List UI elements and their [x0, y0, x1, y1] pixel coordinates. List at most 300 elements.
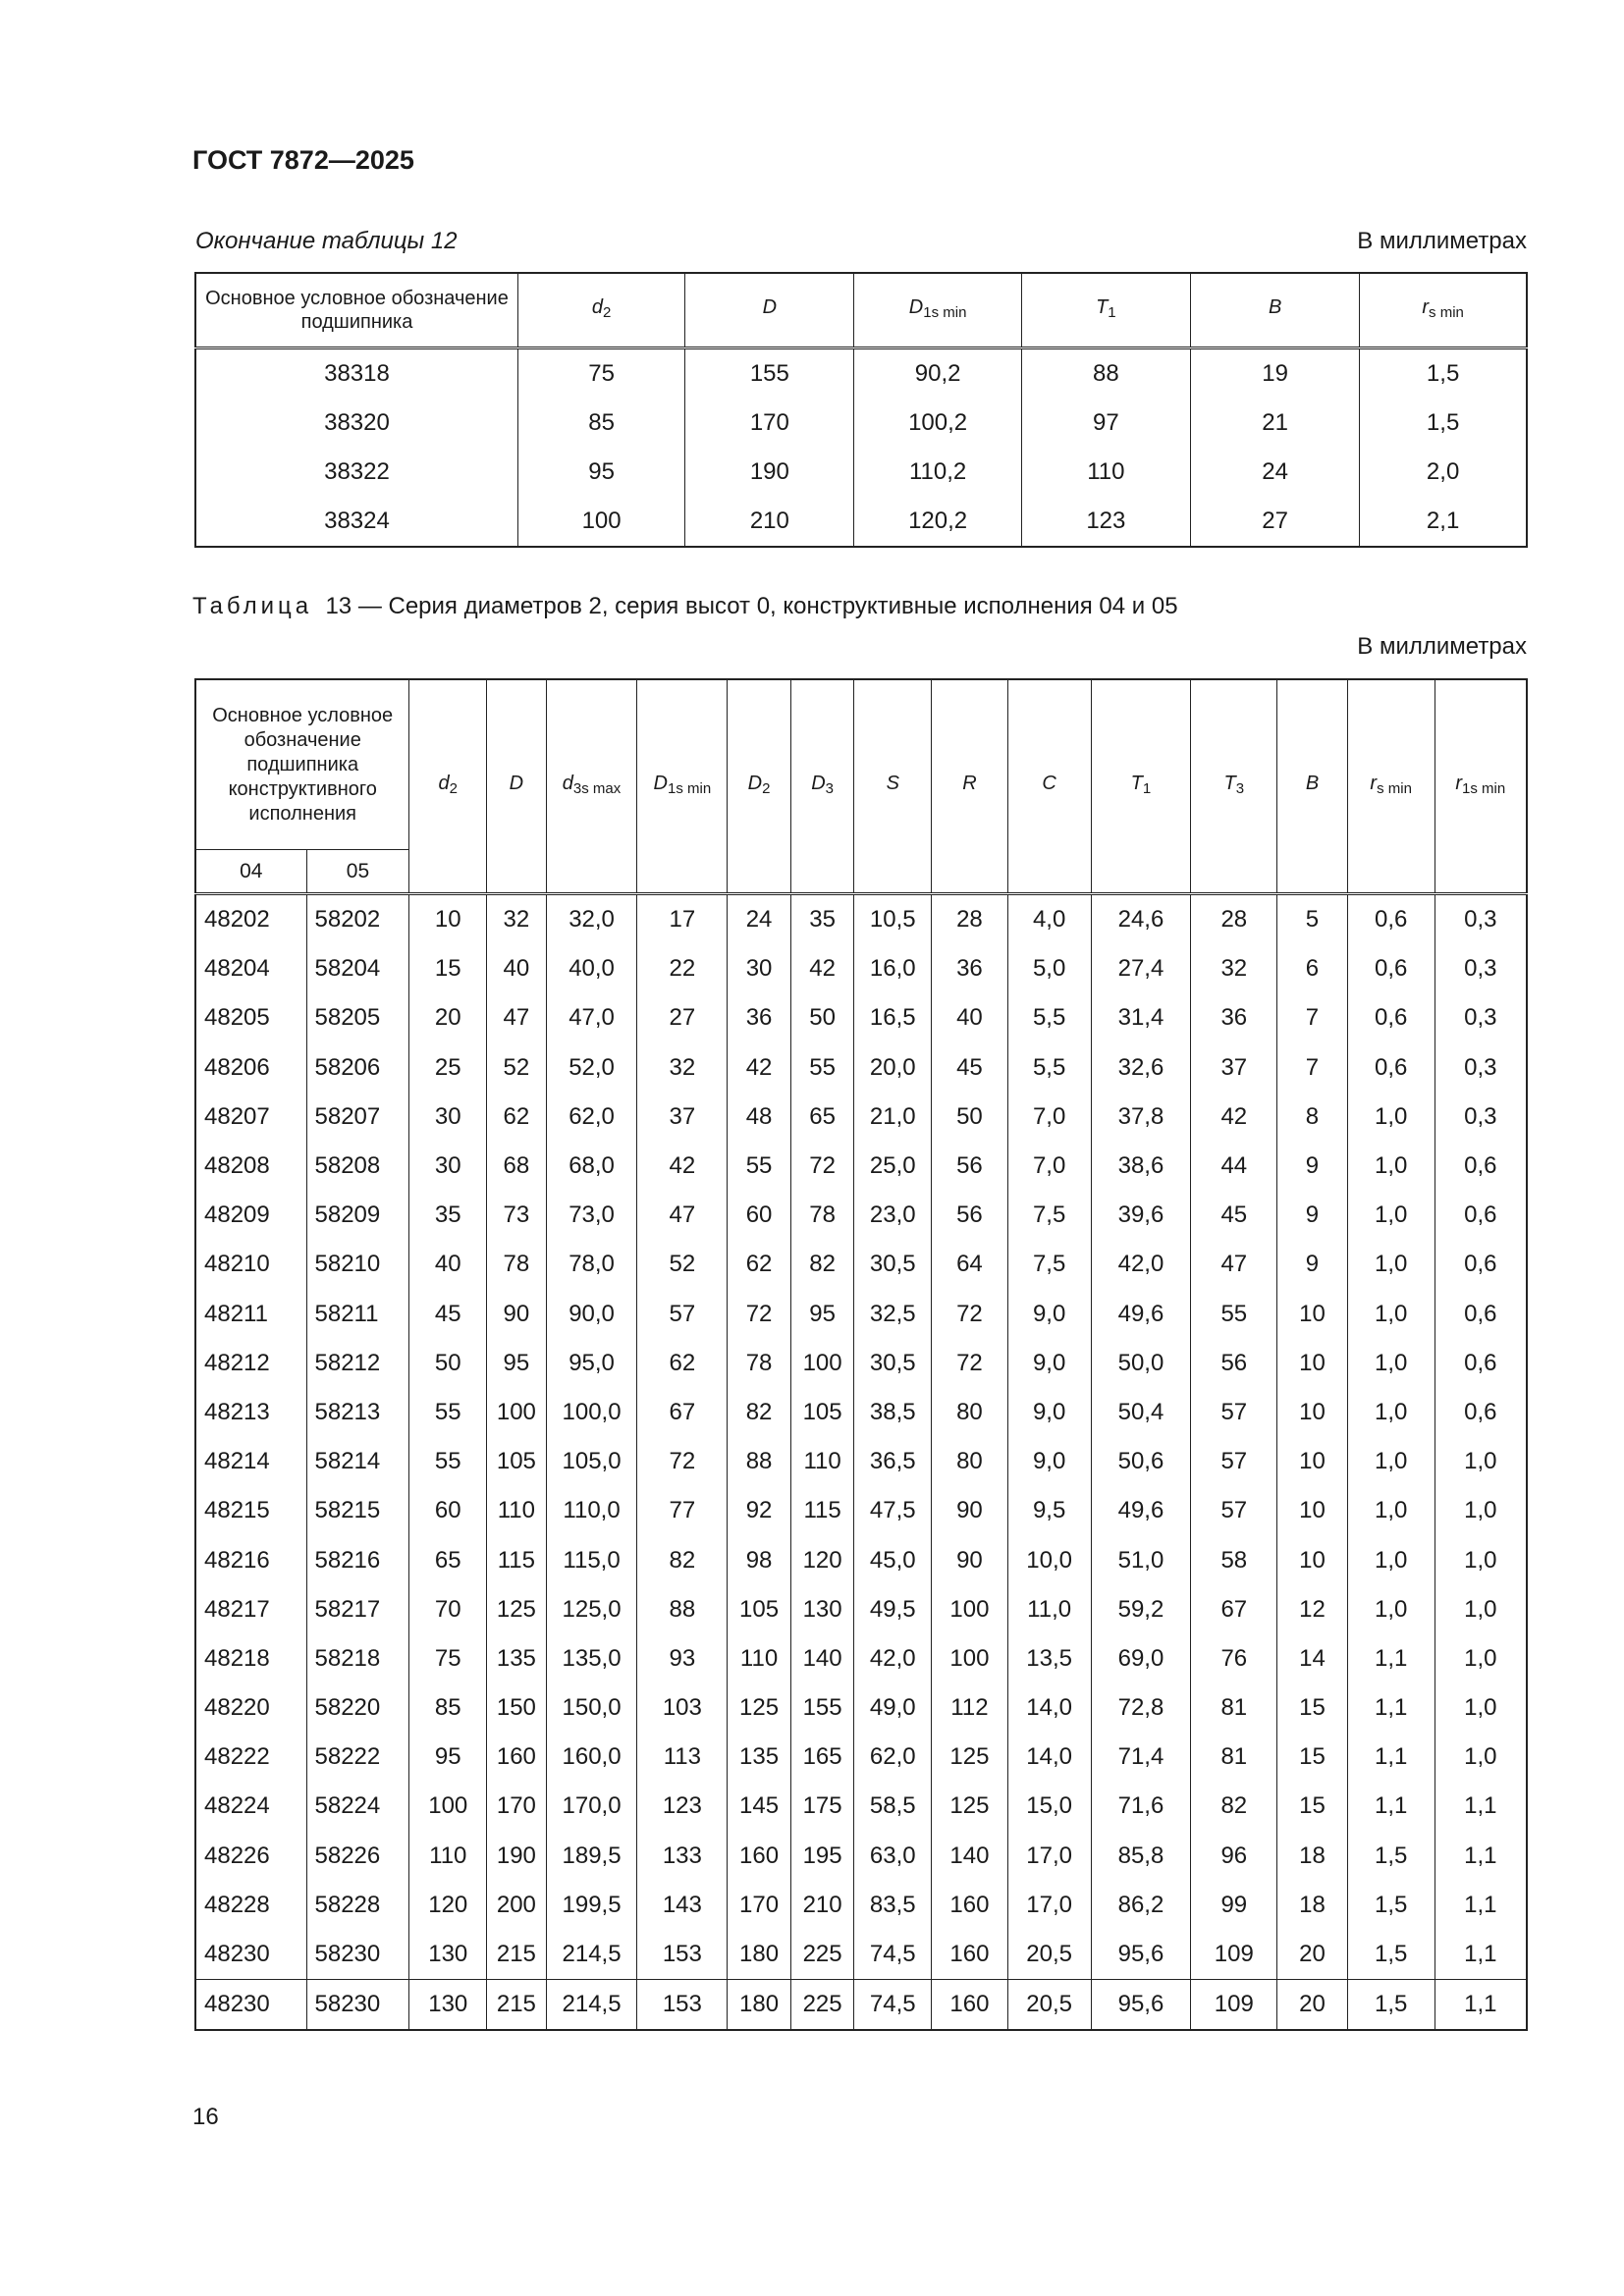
table-cell: 160,0 — [546, 1733, 637, 1782]
table-cell: 1,5 — [1347, 1980, 1435, 2031]
table13-header-subscript: 1s min — [667, 780, 712, 797]
table-cell: 0,3 — [1435, 1093, 1527, 1142]
table-cell: 7,0 — [1007, 1093, 1091, 1142]
table13-header-symbol: d — [438, 773, 450, 794]
table-cell: 105 — [790, 1388, 854, 1437]
table-cell: 20,5 — [1007, 1930, 1091, 1980]
table-12 — [194, 272, 1528, 548]
table-cell: 9 — [1277, 1142, 1348, 1191]
table-cell: 210 — [685, 497, 854, 547]
table-cell: 68 — [487, 1142, 547, 1191]
table13-header-subscript: 3s max — [572, 780, 622, 797]
table-cell: 40 — [409, 1240, 487, 1289]
table-cell: 48215 — [195, 1486, 306, 1535]
table-cell: 57 — [1191, 1437, 1277, 1486]
table-cell: 1,5 — [1360, 399, 1527, 448]
table-cell: 48224 — [195, 1782, 306, 1831]
table-cell: 48210 — [195, 1240, 306, 1289]
table-cell: 92 — [728, 1486, 791, 1535]
table-cell: 60 — [728, 1191, 791, 1240]
table-cell: 58224 — [306, 1782, 409, 1831]
table-cell: 17,0 — [1007, 1832, 1091, 1881]
table-cell: 75 — [409, 1634, 487, 1683]
table13-header-13 — [1435, 679, 1527, 894]
table-cell: 0,6 — [1347, 993, 1435, 1042]
table-cell: 2,0 — [1360, 448, 1527, 497]
table-cell: 90 — [932, 1535, 1008, 1584]
table-cell: 9,0 — [1007, 1388, 1091, 1437]
table-cell: 48207 — [195, 1093, 306, 1142]
table-cell: 74,5 — [854, 1980, 932, 2031]
table-cell: 88 — [728, 1437, 791, 1486]
table-cell: 195 — [790, 1832, 854, 1881]
table-cell: 113 — [637, 1733, 728, 1782]
table-cell: 133 — [637, 1832, 728, 1881]
table-cell: 37 — [1191, 1043, 1277, 1093]
table-cell: 62,0 — [854, 1733, 932, 1782]
table13-body — [195, 894, 1527, 2031]
table-row — [195, 399, 1527, 448]
table-cell: 110 — [728, 1634, 791, 1683]
table-cell: 170,0 — [546, 1782, 637, 1831]
table-cell: 25,0 — [854, 1142, 932, 1191]
table-cell: 48218 — [195, 1634, 306, 1683]
table-cell: 21,0 — [854, 1093, 932, 1142]
table-cell: 109 — [1191, 1930, 1277, 1980]
table13-header-symbol: T — [1223, 773, 1236, 794]
table-cell: 14,0 — [1007, 1683, 1091, 1733]
table-cell: 56 — [1191, 1339, 1277, 1388]
table-cell: 110 — [487, 1486, 547, 1535]
table-cell: 69,0 — [1091, 1634, 1191, 1683]
table-cell: 56 — [932, 1191, 1008, 1240]
table-cell: 1,0 — [1347, 1339, 1435, 1388]
table-cell: 47,0 — [546, 993, 637, 1042]
table-cell: 1,0 — [1347, 1437, 1435, 1486]
table-cell: 120,2 — [854, 497, 1021, 547]
table-cell: 30,5 — [854, 1240, 932, 1289]
table13-units: В миллиметрах — [1357, 633, 1527, 660]
table-cell: 25 — [409, 1043, 487, 1093]
table-cell: 112 — [932, 1683, 1008, 1733]
table-cell: 32,6 — [1091, 1043, 1191, 1093]
table-cell: 1,1 — [1347, 1733, 1435, 1782]
table-cell: 125 — [932, 1733, 1008, 1782]
table-cell: 18 — [1277, 1832, 1348, 1881]
table-cell: 48214 — [195, 1437, 306, 1486]
table-cell: 45 — [409, 1290, 487, 1339]
table-cell: 71,4 — [1091, 1733, 1191, 1782]
table12-header-6 — [1360, 273, 1527, 348]
table-cell: 130 — [790, 1585, 854, 1634]
table-cell: 58230 — [306, 1930, 409, 1980]
table-cell: 48217 — [195, 1585, 306, 1634]
table-cell: 1,5 — [1360, 348, 1527, 400]
table-cell: 0,6 — [1435, 1191, 1527, 1240]
table-cell: 68,0 — [546, 1142, 637, 1191]
table-cell: 125 — [728, 1683, 791, 1733]
table-cell: 1,1 — [1347, 1634, 1435, 1683]
table-cell: 48206 — [195, 1043, 306, 1093]
table-cell: 0,6 — [1435, 1388, 1527, 1437]
table13-header-subscript: 3 — [825, 780, 834, 797]
table-cell: 20,0 — [854, 1043, 932, 1093]
table-cell: 160 — [487, 1733, 547, 1782]
table-cell: 10,0 — [1007, 1535, 1091, 1584]
table-cell: 110 — [790, 1437, 854, 1486]
table-cell: 96 — [1191, 1832, 1277, 1881]
table13-header-symbol: D — [747, 773, 763, 794]
table-cell: 48213 — [195, 1388, 306, 1437]
table-cell: 100 — [790, 1339, 854, 1388]
table-cell: 1,5 — [1347, 1832, 1435, 1881]
table-cell: 45 — [1191, 1191, 1277, 1240]
table-cell: 49,6 — [1091, 1290, 1191, 1339]
table13-header-symbol: r — [1455, 773, 1463, 794]
table-cell: 155 — [685, 348, 854, 400]
table-cell: 39,6 — [1091, 1191, 1191, 1240]
table-cell: 9 — [1277, 1191, 1348, 1240]
table13-header-subscript: 1s min — [1462, 780, 1506, 797]
table-cell: 48212 — [195, 1339, 306, 1388]
table13-header-9 — [1091, 679, 1191, 894]
table-cell: 51,0 — [1091, 1535, 1191, 1584]
table-row — [195, 1339, 1527, 1388]
table13-header-0 — [409, 679, 487, 894]
table-cell: 109 — [1191, 1980, 1277, 2031]
table13-subheader-05: 05 — [306, 850, 409, 894]
table-cell: 153 — [637, 1980, 728, 2031]
table-cell: 70 — [409, 1585, 487, 1634]
table-cell: 0,6 — [1435, 1339, 1527, 1388]
table-cell: 21 — [1190, 399, 1359, 448]
table-cell: 48209 — [195, 1191, 306, 1240]
table-cell: 42,0 — [1091, 1240, 1191, 1289]
table-cell: 150,0 — [546, 1683, 637, 1733]
table-cell: 64 — [932, 1240, 1008, 1289]
table13-group-header: Основное условное обозначение подшипника конструктивного исполнения — [195, 679, 409, 850]
table-cell: 31,4 — [1091, 993, 1191, 1042]
table-cell: 58211 — [306, 1290, 409, 1339]
table-cell: 74,5 — [854, 1930, 932, 1980]
table-cell: 49,0 — [854, 1683, 932, 1733]
table-cell: 4,0 — [1007, 894, 1091, 945]
table-cell: 38320 — [195, 399, 517, 448]
table-cell: 48205 — [195, 993, 306, 1042]
table-cell: 49,6 — [1091, 1486, 1191, 1535]
table-cell: 40 — [487, 944, 547, 993]
table-cell: 95 — [790, 1290, 854, 1339]
table-cell: 9,0 — [1007, 1339, 1091, 1388]
table12-body — [195, 348, 1527, 548]
table-cell: 105 — [487, 1437, 547, 1486]
table-cell: 57 — [1191, 1486, 1277, 1535]
table-cell: 58208 — [306, 1142, 409, 1191]
table13-header-subscript: 3 — [1235, 780, 1245, 797]
table-cell: 45,0 — [854, 1535, 932, 1584]
table-cell: 38,6 — [1091, 1142, 1191, 1191]
table-cell: 170 — [487, 1782, 547, 1831]
table-cell: 90 — [932, 1486, 1008, 1535]
table-cell: 95 — [409, 1733, 487, 1782]
table13-header-1 — [487, 679, 547, 894]
table-cell: 10 — [1277, 1535, 1348, 1584]
table12-header-symbol: r — [1422, 296, 1430, 318]
table-cell: 2,1 — [1360, 497, 1527, 547]
table-cell: 23,0 — [854, 1191, 932, 1240]
table-cell: 125 — [932, 1782, 1008, 1831]
table-cell: 15 — [409, 944, 487, 993]
table-cell: 86,2 — [1091, 1881, 1191, 1930]
table-cell: 95 — [517, 448, 684, 497]
table-cell: 10 — [1277, 1388, 1348, 1437]
table-cell: 90,0 — [546, 1290, 637, 1339]
table-cell: 49,5 — [854, 1585, 932, 1634]
table-cell: 1,0 — [1347, 1388, 1435, 1437]
table-cell: 15 — [1277, 1782, 1348, 1831]
table-cell: 36 — [1191, 993, 1277, 1042]
table-cell: 32 — [487, 894, 547, 945]
table-cell: 1,5 — [1347, 1881, 1435, 1930]
table-cell: 72 — [637, 1437, 728, 1486]
table-cell: 27 — [637, 993, 728, 1042]
table-cell: 100 — [932, 1585, 1008, 1634]
table-cell: 58202 — [306, 894, 409, 945]
table-cell: 55 — [728, 1142, 791, 1191]
table-cell: 155 — [790, 1683, 854, 1733]
table13-header-symbol: R — [962, 773, 977, 794]
table12-header-2 — [685, 273, 854, 348]
table13-caption — [192, 593, 1178, 620]
table-cell: 12 — [1277, 1585, 1348, 1634]
table-cell: 120 — [409, 1881, 487, 1930]
table-cell: 16,5 — [854, 993, 932, 1042]
table-cell: 40,0 — [546, 944, 637, 993]
table-cell: 140 — [790, 1634, 854, 1683]
table-row — [195, 993, 1527, 1042]
table-cell: 17,0 — [1007, 1881, 1091, 1930]
table-cell: 0,6 — [1347, 1043, 1435, 1093]
table-cell: 99 — [1191, 1881, 1277, 1930]
table-cell: 1,1 — [1347, 1782, 1435, 1831]
table-cell: 214,5 — [546, 1930, 637, 1980]
table-cell: 30,5 — [854, 1339, 932, 1388]
table13-header-2 — [546, 679, 637, 894]
table-cell: 50,6 — [1091, 1437, 1191, 1486]
table-cell: 14 — [1277, 1634, 1348, 1683]
table-cell: 36 — [728, 993, 791, 1042]
table12-header-symbol: D — [908, 296, 924, 318]
table-cell: 35 — [409, 1191, 487, 1240]
table-cell: 48202 — [195, 894, 306, 945]
table-cell: 50 — [790, 993, 854, 1042]
table-cell: 1,1 — [1435, 1782, 1527, 1831]
table-cell: 30 — [728, 944, 791, 993]
table-cell: 85 — [517, 399, 684, 448]
table-cell: 72 — [932, 1339, 1008, 1388]
table-cell: 0,3 — [1435, 993, 1527, 1042]
table-cell: 0,3 — [1435, 944, 1527, 993]
table-cell: 62 — [487, 1093, 547, 1142]
table-cell: 82 — [790, 1240, 854, 1289]
table-cell: 48 — [728, 1093, 791, 1142]
table-cell: 11,0 — [1007, 1585, 1091, 1634]
table-cell: 58217 — [306, 1585, 409, 1634]
table-cell: 95 — [487, 1339, 547, 1388]
table-cell: 180 — [728, 1930, 791, 1980]
table-cell: 123 — [637, 1782, 728, 1831]
table-cell: 6 — [1277, 944, 1348, 993]
table-cell: 78 — [790, 1191, 854, 1240]
table-cell: 58228 — [306, 1881, 409, 1930]
table-cell: 9,0 — [1007, 1290, 1091, 1339]
table13-caption-prefix: Таблица — [192, 593, 313, 619]
table-cell: 210 — [790, 1881, 854, 1930]
table-cell: 19 — [1190, 348, 1359, 400]
table-row — [195, 1240, 1527, 1289]
table-cell: 130 — [409, 1980, 487, 2031]
table-cell: 52,0 — [546, 1043, 637, 1093]
table-cell: 110 — [1021, 448, 1190, 497]
table-cell: 73,0 — [546, 1191, 637, 1240]
table12-header-subscript: s min — [1429, 304, 1464, 321]
table-cell: 9 — [1277, 1240, 1348, 1289]
table-cell: 10,5 — [854, 894, 932, 945]
table-cell: 190 — [685, 448, 854, 497]
table-row — [195, 1191, 1527, 1240]
table-cell: 95,0 — [546, 1339, 637, 1388]
table13-header-5 — [790, 679, 854, 894]
table-cell: 140 — [932, 1832, 1008, 1881]
table-cell: 1,0 — [1435, 1585, 1527, 1634]
table-cell: 130 — [409, 1930, 487, 1980]
table-cell: 58215 — [306, 1486, 409, 1535]
table-cell: 100,0 — [546, 1388, 637, 1437]
table-cell: 1,5 — [1347, 1930, 1435, 1980]
table12-header-row — [195, 273, 1527, 348]
table-cell: 72 — [932, 1290, 1008, 1339]
table-cell: 73 — [487, 1191, 547, 1240]
table12-header-0: Основное условное обозначение подшипника — [195, 273, 517, 348]
table-cell: 30 — [409, 1093, 487, 1142]
table-cell: 110,0 — [546, 1486, 637, 1535]
table-cell: 58213 — [306, 1388, 409, 1437]
table-cell: 165 — [790, 1733, 854, 1782]
table-cell: 1,0 — [1347, 1486, 1435, 1535]
table-cell: 10 — [1277, 1339, 1348, 1388]
table-cell: 95,6 — [1091, 1980, 1191, 2031]
table-cell: 47 — [1191, 1240, 1277, 1289]
table-row — [195, 944, 1527, 993]
table-cell: 7 — [1277, 993, 1348, 1042]
table-cell: 27 — [1190, 497, 1359, 547]
table13-header-row — [195, 679, 1527, 850]
table-cell: 5,5 — [1007, 993, 1091, 1042]
table-cell: 62,0 — [546, 1093, 637, 1142]
table-cell: 7,5 — [1007, 1240, 1091, 1289]
table-cell: 58206 — [306, 1043, 409, 1093]
table-cell: 1,0 — [1347, 1290, 1435, 1339]
table-cell: 58222 — [306, 1733, 409, 1782]
table-cell: 24 — [728, 894, 791, 945]
table-cell: 145 — [728, 1782, 791, 1831]
table-cell: 47 — [637, 1191, 728, 1240]
table-cell: 65 — [409, 1535, 487, 1584]
table-cell: 20 — [1277, 1980, 1348, 2031]
table-cell: 103 — [637, 1683, 728, 1733]
table-13 — [194, 678, 1528, 2031]
page-number: 16 — [192, 2104, 219, 2130]
table-cell: 62 — [637, 1339, 728, 1388]
table-cell: 24 — [1190, 448, 1359, 497]
table-cell: 9,5 — [1007, 1486, 1091, 1535]
table-cell: 48230 — [195, 1930, 306, 1980]
table-row — [195, 1832, 1527, 1881]
table-cell: 32 — [637, 1043, 728, 1093]
table13-header-subscript: 2 — [449, 780, 458, 797]
table-cell: 105,0 — [546, 1437, 637, 1486]
table-cell: 199,5 — [546, 1881, 637, 1930]
table12-header-5 — [1190, 273, 1359, 348]
table-cell: 42 — [790, 944, 854, 993]
table-cell: 48230 — [195, 1980, 306, 2031]
table-row — [195, 1142, 1527, 1191]
table-cell: 58205 — [306, 993, 409, 1042]
table-cell: 160 — [728, 1832, 791, 1881]
table-cell: 120 — [790, 1535, 854, 1584]
table-cell: 82 — [637, 1535, 728, 1584]
table-cell: 170 — [728, 1881, 791, 1930]
table13-header-subscript: 1 — [1142, 780, 1152, 797]
table-cell: 82 — [728, 1388, 791, 1437]
table-cell: 14,0 — [1007, 1733, 1091, 1782]
table-cell: 55 — [1191, 1290, 1277, 1339]
table-cell: 58230 — [306, 1980, 409, 2031]
table-cell: 100 — [932, 1634, 1008, 1683]
table-cell: 72 — [790, 1142, 854, 1191]
table-cell: 98 — [728, 1535, 791, 1584]
table-cell: 77 — [637, 1486, 728, 1535]
table-cell: 35 — [790, 894, 854, 945]
table12-header-symbol: D — [762, 296, 778, 318]
table-cell: 1,0 — [1435, 1486, 1527, 1535]
table12-caption: Окончание таблицы 12 — [195, 228, 458, 254]
table-cell: 71,6 — [1091, 1782, 1191, 1831]
table-cell: 1,0 — [1347, 1093, 1435, 1142]
table-cell: 1,1 — [1435, 1930, 1527, 1980]
table-cell: 1,0 — [1435, 1733, 1527, 1782]
table-row — [195, 894, 1527, 945]
table-row — [195, 348, 1527, 400]
table-cell: 1,0 — [1347, 1585, 1435, 1634]
table-cell: 1,0 — [1435, 1437, 1527, 1486]
table-cell: 160 — [932, 1930, 1008, 1980]
table-cell: 7,5 — [1007, 1191, 1091, 1240]
table-cell: 97 — [1021, 399, 1190, 448]
table-cell: 48211 — [195, 1290, 306, 1339]
table-cell: 153 — [637, 1930, 728, 1980]
table-cell: 81 — [1191, 1683, 1277, 1733]
table-cell: 36,5 — [854, 1437, 932, 1486]
table-cell: 7,0 — [1007, 1142, 1091, 1191]
table13-header-4 — [728, 679, 791, 894]
table-cell: 58 — [1191, 1535, 1277, 1584]
table-cell: 55 — [409, 1437, 487, 1486]
table-cell: 48228 — [195, 1881, 306, 1930]
table-cell: 1,0 — [1347, 1191, 1435, 1240]
table-cell: 100,2 — [854, 399, 1021, 448]
table-cell: 0,6 — [1435, 1290, 1527, 1339]
